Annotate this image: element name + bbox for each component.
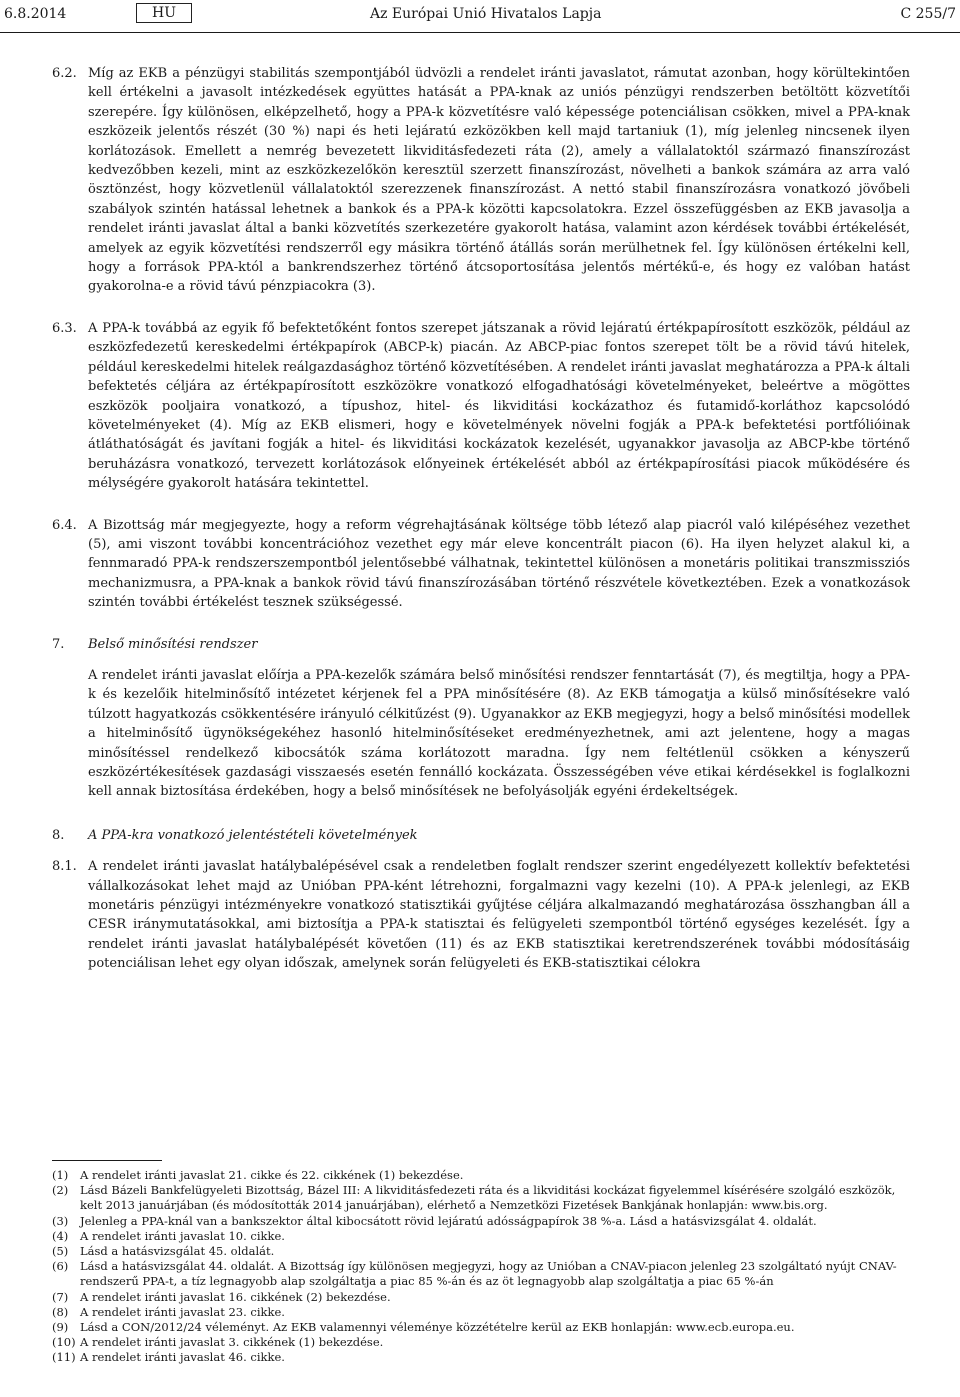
footnote-number: (11)	[52, 1350, 76, 1365]
footnote-number: (10)	[52, 1335, 76, 1350]
footnotes	[52, 1168, 910, 1366]
footnote	[52, 1183, 910, 1213]
paragraph-number: 8.1.	[52, 859, 77, 875]
page-header	[0, 0, 960, 30]
footnote-text: A rendelet iránti javaslat 10. cikke.	[80, 1228, 285, 1243]
footnote-number: (2)	[52, 1183, 69, 1198]
paragraph-text: A PPA-k továbbá az egyik fő befektetőként fontos szerepet játszanak a rövid lejáratú értékpapírosított eszközök, például az eszközfedezetű kereskedelmi értékpapírok (ABCP-k) piacán. Az ABCP-piac fontos szerepet tölt be a rövid távú hitelek, például kereskedelmi hitelek reálgazdasághoz történő közvetítésében. A rendelet iránti javaslat meghatározza a PPA-k általi befektetés céljára az értékpapírosított eszközökre vonatkozó elfogadhatósági követelményeket, beleértve a mögöttes eszközök pooljaira vonatkozó, a típushoz, hitel- és likviditási kockázathoz és futamidő-korláthoz kapcsolódó követelményeket (4). Míg az EKB elismeri, hogy e követelmények növelni fogják a PPA-k befektetési portfólióinak átláthatóságát és javítani fogják a hitel- és likviditási kockázatok kezelését, ugyanakkor javasolja az ABCP-kbe történő beruházásra vonatkozó, tervezett korlátozások előnyeinek értékelését abból az értékpapírosítási piacok működésére és mélységére gyakorolt hatására tekintettel.	[88, 320, 910, 492]
footnote	[52, 1290, 910, 1305]
footnote-text: Jelenleg a PPA-knál van a bankszektor által kibocsátott rövid lejáratú adósságpapírok 38 %-a. Lásd a hatásvizsgálat 4. oldalát.	[80, 1213, 817, 1228]
header-divider	[0, 32, 960, 33]
footnote-divider	[52, 1160, 162, 1161]
footnote-number: (6)	[52, 1259, 69, 1274]
paragraph-6-4	[52, 516, 910, 613]
paragraph-text: Míg az EKB a pénzügyi stabilitás szempontjából üdvözli a rendelet iránti javaslatot, rámutat azonban, hogy körültekintően kell értékelni a javasolt intézkedések együttes hatását a PPA-knak az uniós pénzügyi rendszerben betöltött közvetítői szerepére. Így különösen, elképzelhető, hogy a PPA-k közvetítésre való képessége potenciálisan csökken, mivel a PPA-knak eszközeik jelentős részét (30 %) napi és heti lejáratú ezközökben kell majd tartaniuk (1), míg jelenleg nincsenek ilyen korlátozások. Emellett a nemrég bevezetett likviditásfedezeti ráta (2), amely a vállalatoktól származó finanszírozást kedvezőbben kezeli, mint az eszközkezelőkön keresztül szerzett finanszírozást, növelheti a bankok számára az arra való ösztönzést, hogy közvetlenül vállalatoktól szerezzenek finanszírozást. A nettó stabil finanszírozásra vonatkozó jövőbeli szabályok szintén hatással lehetnek a bankok és a PPA-k közötti kapcsolatokra. Ezzel összefüggésben az EKB javasolja a rendelet iránti javaslat által a banki közvetítés szerkezetére gyakorolt hatása, valamint azon kérdések további értékelését, amelyek az egyik közvetítési rendszerről egy másikra történő átállás során merülhetnek fel. Így különösen értékelni kell, hogy a források PPA-któl a bankrendszerhez történő átcsoportosítása jelentős mértékű-e, és hogy ez valóban hatást gyakorolna-e a rövid távú pénzpiacokra (3).	[88, 66, 910, 295]
paragraph-text: A rendelet iránti javaslat hatálybalépésével csak a rendeletben foglalt rendszer szerint engedélyezett kollektív befektetési vállalkozásokat lehet majd az Unióban PPA-ként létrehozni, forgalmazni vagy kezelni (10). A PPA-k jelenlegi, az EKB monetáris pénzügyi intézményekre vonatkozó statisztikái gyűjtése céljára alkalmazandó meghatározása összhangban áll a CESR iránymutatásokkal, ami biztosítja a PPA-k statisztai és felügyeleti szempontból történő egységes kezelését. Így a rendelet iránti javaslat hatálybalépését követően (11) és az EKB statisztikai keretrendszerének további módosításáig potenciálisan lehet egy olyan időszak, amelynek során felügyeleti és EKB-statisztikai célokra	[88, 859, 910, 972]
footnote	[52, 1168, 910, 1183]
footnote	[52, 1244, 910, 1259]
footnote-text: A rendelet iránti javaslat 46. cikke.	[80, 1350, 285, 1365]
footnote-number: (7)	[52, 1289, 69, 1304]
footnote-text: A rendelet iránti javaslat 21. cikke és 22. cikkének (1) bekezdése.	[80, 1168, 464, 1182]
footnote-number: (4)	[52, 1228, 69, 1243]
footnote	[52, 1350, 910, 1365]
document-body	[52, 64, 910, 996]
footnote-number: (3)	[52, 1213, 69, 1228]
section-title: A PPA-kra vonatkozó jelentéstételi követelmények	[88, 827, 418, 843]
paragraph-number: 6.2.	[52, 66, 77, 81]
footnote	[52, 1214, 910, 1229]
section-title: Belső minősítési rendszer	[88, 636, 258, 652]
language-badge: HU	[136, 3, 192, 23]
paragraph-6-2	[52, 64, 910, 297]
footnote-text: Lásd a hatásvizsgálat 44. oldalát. A Bizottság így különösen megjegyzi, hogy az Unióban a CNAV-piacon jelenleg 23 szolgáltató nyújt CNAV-rendszerű PPA-t, a tíz legnagyobb alap szolgáltatja a piac 85 %-án és az öt legnagyobb alap szolgáltatja a piac 65 %-án	[80, 1259, 897, 1289]
footnote	[52, 1320, 910, 1335]
section-8-heading	[52, 826, 910, 845]
footnote-text: Lásd a hatásvizsgálat 45. oldalát.	[80, 1244, 275, 1259]
journal-title: Az Európai Unió Hivatalos Lapja	[370, 6, 602, 22]
footnote-number: (9)	[52, 1320, 69, 1335]
footnote-number: (8)	[52, 1304, 69, 1319]
paragraph-8-1	[52, 857, 910, 973]
section-7-text: A rendelet iránti javaslat előírja a PPA-kezelők számára belső minősítési rendszer fenntartását (7), és megtiltja, hogy a PPA-k és kezelőik hitelminősítő intézetet kérjenek fel a PPA minősítésére (8). Az EKB támogatja a külső minősítésekre való túlzott hagyatkozás csökkentésére irányuló célkitűzést (9). Ugyanakkor az EKB megjegyzi, hogy a belső minősítési modellek a hitelminősítő ügynökségekéhez hasonló hitelminősítéseket eredményezhetnek, ami azt jelentene, hogy a magas minősítéssel rendelkező kibocsátók száma korlátozott maradna. Így nem feltétlenül csökken a kényszerű eszközértékesítések gazdasági visszaesés esetén fennálló kockázata. Összességében véve etikai kérdésekkel is foglalkozni kell annak biztosítása érdekében, hogy a belső minősítések ne befolyásolják egyéni érdekeltségek.	[88, 667, 910, 800]
paragraph-text: A Bizottság már megjegyezte, hogy a reform végrehajtásának költsége több létező alap piacról való kilépéséhez vezethet (5), ami viszont további koncentrációhoz vezethet egy már eleve koncentrált piacon (6). Ha ilyen helyzet alakul ki, a fennmaradó PPA-k rendszerszempontból jelentősebbé válhatnak, tekintettel különösen a monetáris politikai transzmissziós mechanizmusra, a PPA-knak a bankok rövid távú finanszírozásában történő részvétele következtében. Ezek a vonatkozások szintén további értékelést tesznek szükségessé.	[88, 517, 910, 611]
footnote-text: A rendelet iránti javaslat 23. cikke.	[80, 1304, 285, 1319]
footnote	[52, 1259, 910, 1289]
section-number: 7.	[52, 636, 65, 652]
paragraph-number: 6.3.	[52, 320, 77, 336]
page-reference: C 255/7	[900, 6, 956, 22]
publication-date: 6.8.2014	[4, 6, 67, 22]
footnote	[52, 1335, 910, 1350]
footnote	[52, 1305, 910, 1320]
footnote	[52, 1229, 910, 1244]
footnote-text: A rendelet iránti javaslat 3. cikkének (1) bekezdése.	[80, 1335, 384, 1350]
section-number: 8.	[52, 827, 65, 843]
paragraph-number: 6.4.	[52, 517, 77, 533]
paragraph-6-3	[52, 319, 910, 494]
footnote-text: Lásd Bázeli Bankfelügyeleti Bizottság, Bázel III: A likviditásfedezeti ráta és a likviditási kockázat figyelemmel kísérésére szolgáló eszközök, kelt 2013 januárjában (és módosították 2014 januárjában), elérhető a Nemzetközi Fizetések Bankjának honlapján: www.bis.org.	[80, 1183, 896, 1213]
footnote-text: Lásd a CON/2012/24 véleményt. Az EKB valamennyi véleménye közzétételre kerül az EKB honlapján: www.ecb.europa.eu.	[80, 1320, 795, 1335]
footnote-number: (5)	[52, 1244, 69, 1259]
section-7-heading	[52, 635, 910, 654]
footnote-text: A rendelet iránti javaslat 16. cikkének (2) bekezdése.	[80, 1289, 391, 1304]
footnote-number: (1)	[52, 1168, 69, 1182]
